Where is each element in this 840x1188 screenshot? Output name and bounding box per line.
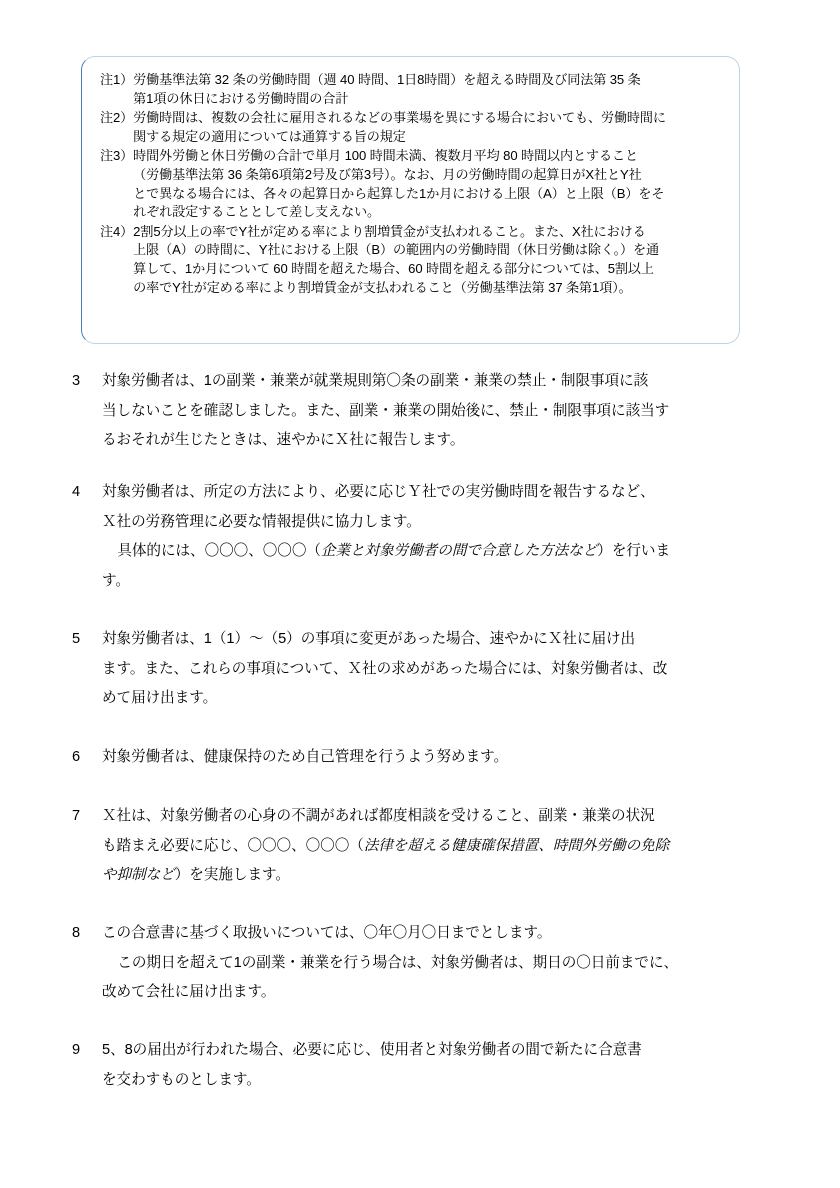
note-marker: 注3）	[100, 148, 134, 164]
clause-row	[72, 743, 784, 773]
clause-number: 5	[72, 631, 81, 647]
clause-line-emphasis: 企業と対象労働者の間で合意した方法など	[320, 543, 598, 559]
clause-line: す。	[102, 572, 130, 589]
note-item	[100, 71, 723, 108]
clause-line	[102, 861, 784, 891]
clause-9	[72, 1036, 784, 1095]
clause-line: 改めて会社に届け出ます。	[102, 984, 276, 1000]
clause-line: ます。また、これらの事項について、Ｘ社の求めがあった場合には、対象労働者は、改	[102, 660, 668, 677]
clause-line: るおそれが生じたときは、速やかにＸ社に報告します。	[102, 432, 465, 448]
clause-row	[72, 802, 784, 891]
clause-line	[102, 537, 784, 567]
note-box	[81, 56, 740, 344]
note-line: とで異なる場合には、各々の起算日から起算した1か月における上限（A）と上限（B）をそ	[133, 185, 665, 201]
clause-line: Ｘ社は、対象労働者の心身の不調があれば都度相談を受けること、副業・兼業の状況	[102, 808, 655, 824]
clause-text	[102, 743, 784, 773]
clause-number: 9	[72, 1042, 81, 1058]
note-item	[100, 109, 723, 146]
note-body	[133, 109, 723, 146]
note-line: 算して、1か月について 60 時間を超えた場合、60 時間を超える部分については、5割以上	[133, 260, 654, 276]
clause-line-segment: ）を実施します。	[174, 867, 290, 883]
clause-line: この期日を超えて1の副業・兼業を行う場合は、対象労働者は、期日の〇日前までに、	[117, 954, 679, 971]
note-line: 第1項の休日における労働時間の合計	[133, 90, 349, 106]
note-body	[133, 71, 723, 108]
clause-line-emphasis: や抑制など	[102, 867, 175, 883]
clause-line: 対象労働者は、1（1）～（5）の事項に変更があった場合、速やかにＸ社に届け出	[102, 631, 636, 647]
clause-number: 8	[72, 925, 81, 941]
note-box-content	[82, 57, 739, 308]
clause-row	[72, 625, 784, 714]
clause-number: 7	[72, 808, 81, 824]
clause-4	[72, 478, 784, 596]
clause-line: を交わすものとします。	[102, 1071, 261, 1088]
clause-line	[102, 832, 784, 862]
clause-row	[72, 367, 784, 456]
clause-line: 対象労働者は、所定の方法により、必要に応じＹ社での実労働時間を報告するなど、	[102, 484, 655, 500]
note-line: 労働時間は、複数の会社に雇用されるなどの事業場を異にする場合においても、労働時間に	[133, 110, 666, 126]
clause-line: めて届け出ます。	[102, 690, 218, 706]
clause-line: 当しないことを確認しました。また、副業・兼業の開始後に、禁止・制限事項に該当す	[102, 402, 670, 419]
clause-text	[102, 478, 784, 596]
clause-line: 対象労働者は、健康保持のため自己管理を行うよう努めます。	[102, 749, 509, 765]
clause-row	[72, 478, 784, 596]
note-line: 時間外労働と休日労働の合計で単月 100 時間未満、複数月平均 80 時間以内とすること	[133, 148, 639, 164]
note-marker: 注2）	[100, 110, 134, 126]
clause-text	[102, 625, 784, 714]
clause-line: 対象労働者は、1の副業・兼業が就業規則第〇条の副業・兼業の禁止・制限事項に該	[102, 373, 649, 389]
clause-3	[72, 367, 784, 456]
clause-line: Ｘ社の労務管理に必要な情報提供に協力します。	[102, 513, 421, 530]
clause-text	[102, 1036, 784, 1095]
note-marker: 注1）	[100, 72, 134, 87]
clause-text	[102, 802, 784, 891]
clause-row	[72, 1036, 784, 1095]
clause-text	[102, 367, 784, 456]
clause-number: 4	[72, 484, 81, 500]
clause-line-segment: も踏まえ必要に応じ、〇〇〇、〇〇〇（	[102, 837, 364, 854]
note-line: （労働基準法第 36 条第6項第2号及び第3号）。なお、月の労働時間の起算日がX社とY社	[133, 166, 642, 182]
note-marker: 注4）	[100, 223, 134, 239]
note-line: の率でY社が定める率により割増賃金が支払われること（労働基準法第 37 条第1項）。	[133, 279, 632, 295]
clause-row	[72, 919, 784, 1008]
clause-6	[72, 743, 784, 773]
note-line: 関する規定の適用については通算する旨の規定	[133, 128, 406, 144]
clause-line-segment: ）を行いま	[597, 543, 671, 559]
clause-number: 3	[72, 373, 81, 389]
note-line: 2割5分以上の率でY社が定める率により割増賃金が支払われること。また、X社における	[133, 223, 646, 239]
note-item	[100, 223, 723, 297]
note-line: 労働基準法第 32 条の労働時間（週 40 時間、1日8時間）を超える時間及び同法第 35 条	[133, 72, 641, 87]
clause-8	[72, 919, 784, 1008]
clause-number: 6	[72, 749, 81, 765]
clause-line: この合意書に基づく取扱いについては、〇年〇月〇日までとします。	[102, 925, 552, 941]
clause-line-emphasis: 法律を超える健康確保措置、時間外労働の免除	[363, 837, 670, 854]
clause-line: 5、8の届出が行われた場合、必要に応じ、使用者と対象労働者の間で新たに合意書	[102, 1042, 642, 1058]
note-body	[133, 223, 723, 297]
note-line: 上限（A）の時間に、Y社における上限（B）の範囲内の労働時間（休日労働は除く。）を通	[133, 242, 660, 258]
clause-text	[102, 919, 784, 1008]
note-line: れぞれ設定することとして差し支えない。	[133, 204, 381, 220]
note-body	[133, 147, 723, 221]
clause-5	[72, 625, 784, 714]
clause-7	[72, 802, 784, 891]
note-item	[100, 147, 723, 221]
clause-line-segment: 具体的には、〇〇〇、〇〇〇（	[117, 543, 321, 559]
